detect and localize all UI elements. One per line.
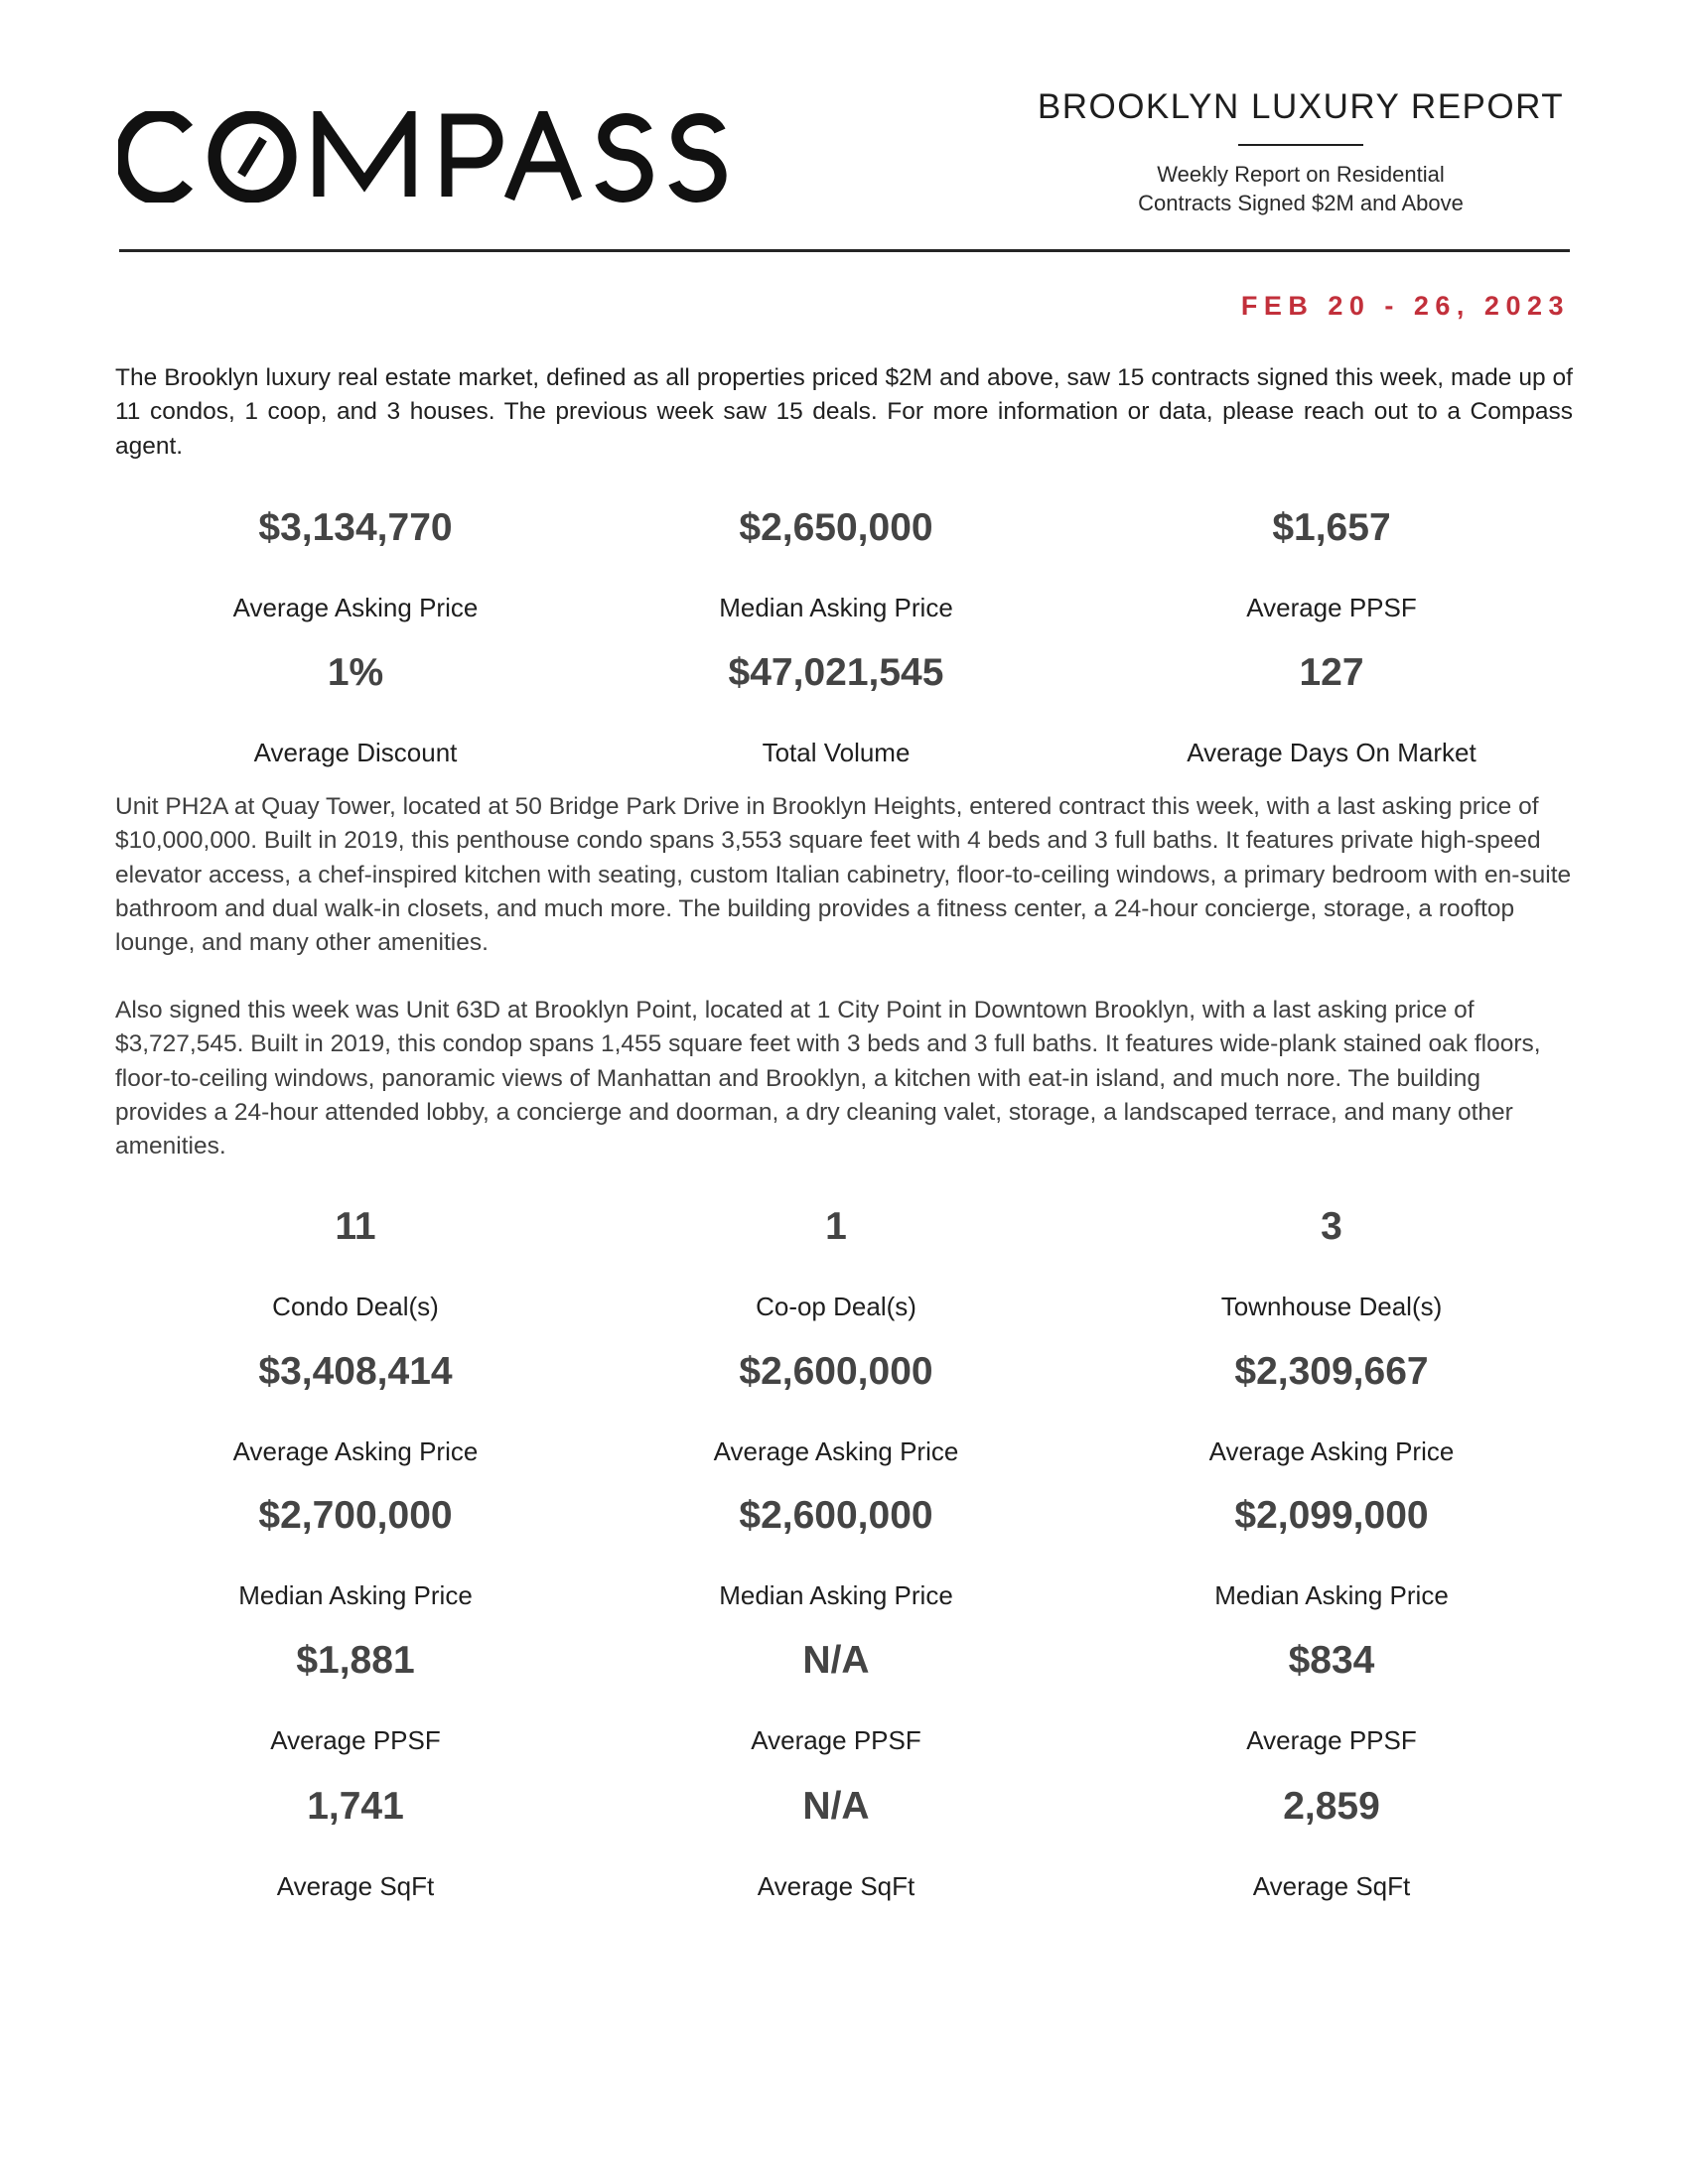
- coop-median-asking-price: [608, 1493, 1064, 1611]
- stat-average-discount: [127, 650, 584, 768]
- stat-value: $3,408,414: [258, 1350, 453, 1393]
- condo-average-asking-price: [127, 1349, 584, 1467]
- stat-value: N/A: [802, 1785, 870, 1828]
- stat-value: 1,741: [307, 1785, 404, 1828]
- stat-label: Average Discount: [253, 738, 458, 767]
- stat-value: N/A: [802, 1639, 870, 1682]
- stat-value: 11: [335, 1205, 376, 1248]
- stat-value: $47,021,545: [728, 651, 944, 694]
- stat-average-days-on-market: [1103, 650, 1560, 768]
- stat-value: 127: [1299, 651, 1364, 694]
- coop-deals: [608, 1204, 1064, 1322]
- stat-label: Average PPSF: [751, 1725, 921, 1755]
- townhouse-average-ppsf: [1103, 1638, 1560, 1756]
- stat-value: 1%: [327, 651, 384, 694]
- compass-logo-icon: [118, 111, 736, 203]
- coop-average-asking-price: [608, 1349, 1064, 1467]
- stat-value: 3: [1321, 1205, 1342, 1248]
- stat-median-asking-price: [608, 505, 1064, 623]
- stat-label: Average SqFt: [757, 1871, 915, 1901]
- stat-label: Average PPSF: [270, 1725, 441, 1755]
- stat-average-ppsf: [1103, 505, 1560, 623]
- stat-label: Average Asking Price: [1208, 1436, 1455, 1466]
- stat-label: Total Volume: [762, 738, 911, 767]
- stat-label: Average Asking Price: [232, 593, 479, 622]
- stat-value: $1,881: [296, 1639, 415, 1682]
- stat-label: Townhouse Deal(s): [1220, 1292, 1443, 1321]
- date-range: FEB 20 - 26, 2023: [1240, 291, 1570, 321]
- stat-value: $1,657: [1272, 506, 1391, 549]
- stat-label: Average Asking Price: [232, 1436, 479, 1466]
- stat-value: $3,134,770: [258, 506, 453, 549]
- stat-value: $2,600,000: [739, 1494, 933, 1537]
- stat-value: $834: [1288, 1639, 1375, 1682]
- condo-average-ppsf: [127, 1638, 584, 1756]
- stat-label: Average Days On Market: [1187, 738, 1477, 767]
- condo-deals: [127, 1204, 584, 1322]
- report-header: [1013, 87, 1589, 217]
- condo-median-asking-price: [127, 1493, 584, 1611]
- report-title: BROOKLYN LUXURY REPORT: [1037, 87, 1565, 126]
- townhouse-deals: [1103, 1204, 1560, 1322]
- stat-label: Median Asking Price: [719, 593, 953, 622]
- highlight-paragraph-1: Unit PH2A at Quay Tower, located at 50 Bridge Park Drive in Brooklyn Heights, entered contract this week, with a last asking price of $10,000,000. Built in 2019, this penthouse condo spans 3,553 square feet with 4 beds and 3 full baths. It features private high-speed elevator access, a chef-inspired kitchen with seating, custom Italian cabinetry, floor-to-ceiling windows, a primary bedroom with en-suite bathroom and dual walk-in closets, and much more. The building provides a fitness center, a 24-hour concierge, storage, a rooftop lounge, and many other amenities.: [115, 793, 1572, 957]
- header-divider: [119, 249, 1570, 252]
- stat-label: Median Asking Price: [1214, 1580, 1449, 1610]
- stat-total-volume: [608, 650, 1064, 768]
- stat-value: 1: [825, 1205, 847, 1248]
- compass-logo: [118, 111, 736, 203]
- stat-value: $2,700,000: [258, 1494, 453, 1537]
- townhouse-average-sqft: [1103, 1784, 1560, 1902]
- stat-label: Average PPSF: [1246, 1725, 1417, 1755]
- stat-label: Average Asking Price: [713, 1436, 959, 1466]
- intro-paragraph: The Brooklyn luxury real estate market, defined as all properties priced $2M and above, saw 15 contracts signed this week, made up of 11 condos, 1 coop, and 3 houses. The previous week saw 15 deals. For more information or data, please reach out to a Compass agent.: [115, 364, 1573, 460]
- stat-label: Average SqFt: [1252, 1871, 1411, 1901]
- stat-value: $2,600,000: [739, 1350, 933, 1393]
- townhouse-median-asking-price: [1103, 1493, 1560, 1611]
- report-subtitle-line1: Weekly Report on Residential: [1157, 162, 1445, 187]
- stat-label: Average PPSF: [1246, 593, 1417, 622]
- stat-label: Median Asking Price: [719, 1580, 953, 1610]
- stat-value: 2,859: [1283, 1785, 1380, 1828]
- highlight-paragraph-2: Also signed this week was Unit 63D at Brooklyn Point, located at 1 City Point in Downtown Brooklyn, with a last asking price of $3,727,545. Built in 2019, this condop spans 1,455 square feet with 3 beds and 3 full baths. It features wide-plank stained oak floors, floor-to-ceiling windows, panoramic views of Manhattan and Brooklyn, a kitchen with eat-in island, and much nore. The building provides a 24-hour attended lobby, a concierge and doorman, a dry cleaning valet, storage, a landscaped terrace, and many other amenities.: [115, 997, 1541, 1160]
- report-subtitle-line2: Contracts Signed $2M and Above: [1138, 191, 1464, 215]
- stat-average-asking-price: [127, 505, 584, 623]
- stat-label: Co-op Deal(s): [756, 1292, 916, 1321]
- title-divider: [1238, 144, 1363, 146]
- stat-label: Condo Deal(s): [272, 1292, 439, 1321]
- coop-average-sqft: [608, 1784, 1064, 1902]
- stat-value: $2,309,667: [1234, 1350, 1429, 1393]
- coop-average-ppsf: [608, 1638, 1064, 1756]
- stat-label: Median Asking Price: [238, 1580, 473, 1610]
- stat-label: Average SqFt: [276, 1871, 435, 1901]
- condo-average-sqft: [127, 1784, 584, 1902]
- townhouse-average-asking-price: [1103, 1349, 1560, 1467]
- stat-value: $2,650,000: [739, 506, 933, 549]
- stat-value: $2,099,000: [1234, 1494, 1429, 1537]
